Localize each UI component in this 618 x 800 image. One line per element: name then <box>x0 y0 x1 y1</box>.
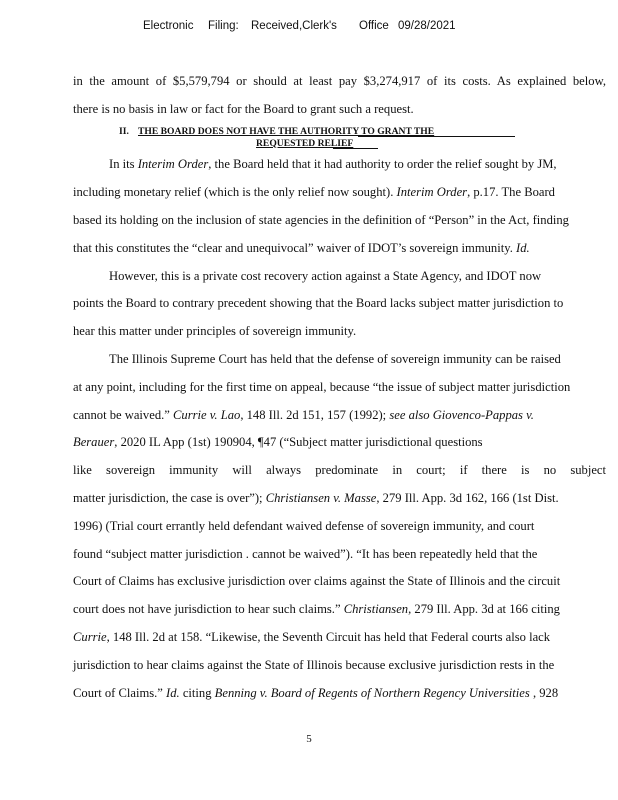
text-line: based its holding on the inclusion of state agencies in the definition of “Person” in the Act, finding <box>73 212 569 227</box>
text-line: hear this matter under principles of sovereign immunity. <box>73 324 357 339</box>
text-line: points the Board to contrary precedent showing that the Board lacks subject matter jurisdiction to <box>73 296 564 311</box>
text-line: In its Interim Order, the Board held that it had authority to order the relief sought by JM, <box>109 157 557 172</box>
heading-number: II. <box>119 125 129 137</box>
text-line: found “subject matter jurisdiction . cannot be waived”). “It has been repeatedly held that the <box>73 546 538 561</box>
text-line: like sovereign immunity will always predominate in court; if there is no subject <box>73 463 606 478</box>
text-line: However, this is a private cost recovery action against a State Agency, and IDOT now <box>109 268 542 283</box>
header-electronic: Electronic <box>143 20 194 32</box>
text-line: matter jurisdiction, the case is over”); Christiansen v. Masse, 279 Ill. App. 3d 162, 166 (1st Dist. <box>73 490 559 505</box>
text-line: Berauer, 2020 IL App (1st) 190904, ¶47 (“Subject matter jurisdictional questions <box>73 435 483 450</box>
text-line: Court of Claims.” Id. citing Benning v. Board of Regents of Northern Regency Universities , 928 <box>73 685 559 700</box>
text-line: in the amount of $5,579,794 or should at least pay $3,274,917 of its costs. As explained below, <box>73 74 606 88</box>
section-heading <box>73 124 606 152</box>
text-line: cannot be waived.” Currie v. Lao, 148 Ill. 2d 151, 157 (1992); see also Giovenco-Pappas v. <box>73 407 534 422</box>
text-line: at any point, including for the first time on appeal, because “the issue of subject matter jurisdiction <box>73 379 571 394</box>
heading-line-1: THE BOARD DOES NOT HAVE THE AUTHORITY TO GRANT THE <box>138 125 435 137</box>
page-number: 5 <box>306 733 312 745</box>
text-line: The Illinois Supreme Court has held that the defense of sovereign immunity can be raised <box>109 351 561 366</box>
text-line: including monetary relief (which is the only relief now sought). Interim Order, p.17. The Board <box>73 185 555 200</box>
text-line: court does not have jurisdiction to hear such claims.” Christiansen, 279 Ill. App. 3d at 166 citing <box>73 602 560 617</box>
heading-rule <box>333 148 378 149</box>
text-line: Currie, 148 Ill. 2d at 158. “Likewise, the Seventh Circuit has held that Federal courts also lack <box>73 629 551 644</box>
text-line: that this constitutes the “clear and unequivocal” waiver of IDOT’s sovereign immunity. Id. <box>73 240 530 255</box>
text-line: jurisdiction to hear claims against the State of Illinois because exclusive jurisdiction rests in the <box>73 657 555 672</box>
header-office: Office <box>359 20 389 32</box>
document-body <box>73 68 606 707</box>
header-filing: Filing: <box>208 20 239 32</box>
text-line: 1996) (Trial court errantly held defendant waived defense of sovereign immunity, and court <box>73 518 535 533</box>
header-date: 09/28/2021 <box>398 20 456 32</box>
heading-line-2: REQUESTED RELIEF <box>256 137 354 149</box>
header-received: Received,Clerk's <box>251 20 337 32</box>
text-line: Court of Claims has exclusive jurisdiction over claims against the State of Illinois and the circuit <box>73 574 561 589</box>
text-line: there is no basis in law or fact for the Board to grant such a request. <box>73 101 414 116</box>
heading-rule <box>358 136 515 137</box>
